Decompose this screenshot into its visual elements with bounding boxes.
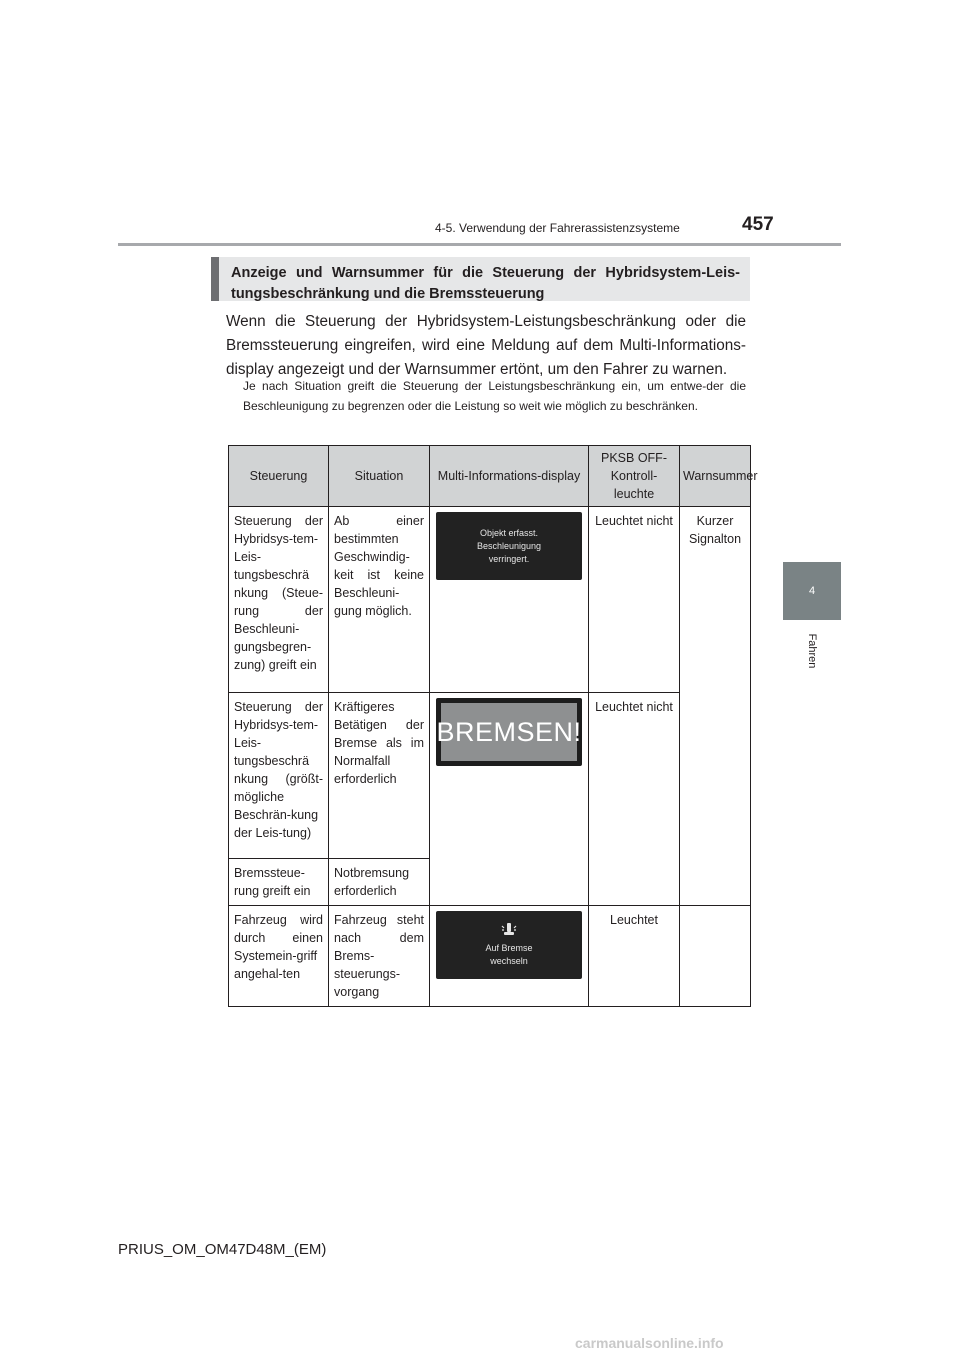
screen-line: Auf Bremse (485, 943, 533, 953)
screen-line: Objekt erfasst. (479, 527, 539, 538)
page-number: 457 (742, 214, 774, 235)
section-heading: Anzeige und Warnsummer für die Steuerung der Hybridsystem-Leis-tungsbeschränkung und die Bremssteuerung (211, 257, 750, 301)
cell-steuerung: Steuerung der Hybridsys-tem-Leis-tungsbeschrä nkung (Steue-rung der Beschleuni-gungsbegren-zung) greift ein (229, 507, 329, 693)
intro-paragraph: Wenn die Steuerung der Hybridsystem-Leistungsbeschränkung oder die Bremssteuerung eingreifen, wird eine Meldung auf dem Multi-Informations-display angezeigt und der Warnsummer ertönt, um den Fahrer zu warnen. (226, 313, 746, 378)
cell-situation: Ab einer bestimmten Geschwindig-keit ist keine Beschleuni-gung möglich. (329, 507, 430, 693)
display-screen-brake (436, 698, 582, 766)
table-row (229, 693, 751, 859)
header-pksb: PKSB OFF-Kontroll-leuchte (589, 446, 680, 507)
cell-display (430, 507, 589, 693)
chapter-label: Fahren (806, 633, 818, 669)
screen-line: verringert. (488, 553, 530, 564)
header-section-title: 4-5. Verwendung der Fahrerassistenzsysteme (435, 221, 680, 235)
warning-table (228, 445, 758, 1007)
screen-line: Beschleunigung (476, 540, 542, 551)
cell-situation: Fahrzeug steht nach dem Brems-steuerungs-vorgang (329, 906, 430, 1007)
header-display: Multi-Informations-display (430, 446, 589, 507)
header-summer: Warnsummer (680, 446, 751, 507)
watermark: carmanualsonline.info (575, 1335, 724, 1351)
cell-pksb: Leuchtet (589, 906, 680, 1007)
table-row (229, 507, 751, 693)
footer-doc-code: PRIUS_OM_OM47D48M_(EM) (118, 1241, 327, 1258)
screen-brake-text: BREMSEN! (441, 703, 577, 761)
cell-pksb: Leuchtet nicht (589, 693, 680, 906)
cell-steuerung: Bremssteue-rung greift ein (229, 859, 329, 906)
brake-pedal-icon (500, 922, 518, 942)
cell-display (430, 693, 589, 906)
header-situation: Situation (329, 446, 430, 507)
cell-steuerung: Fahrzeug wird durch einen Systemein-griff angehal-ten (229, 906, 329, 1007)
table-row (229, 906, 751, 1007)
cell-pksb: Leuchtet nicht (589, 507, 680, 693)
cell-situation: Notbremsung erforderlich (329, 859, 430, 906)
cell-summer: Kurzer Signalton (680, 507, 751, 906)
cell-situation: Kräftigeres Betätigen der Bremse als im Normalfall erforderlich (329, 693, 430, 859)
note-paragraph: Je nach Situation greift die Steuerung der Leistungsbeschränkung ein, um entwe-der die Beschleunigung zu begrenzen oder die Leistung so weit wie möglich zu beschränken. (243, 379, 746, 413)
cell-display (430, 906, 589, 1007)
screen-line: wechseln (490, 956, 528, 966)
display-screen-object-detected (436, 512, 582, 580)
header-steuerung: Steuerung (229, 446, 329, 507)
cell-summer-empty (680, 906, 751, 1007)
chapter-tab[interactable]: 4 (783, 562, 841, 620)
display-screen-switch-to-brake (436, 911, 582, 979)
table-header-row (229, 446, 751, 507)
cell-steuerung: Steuerung der Hybridsys-tem-Leis-tungsbeschrä nkung (größt-mögliche Beschrän-kung der Leis-tung) (229, 693, 329, 859)
header-rule (118, 243, 841, 246)
